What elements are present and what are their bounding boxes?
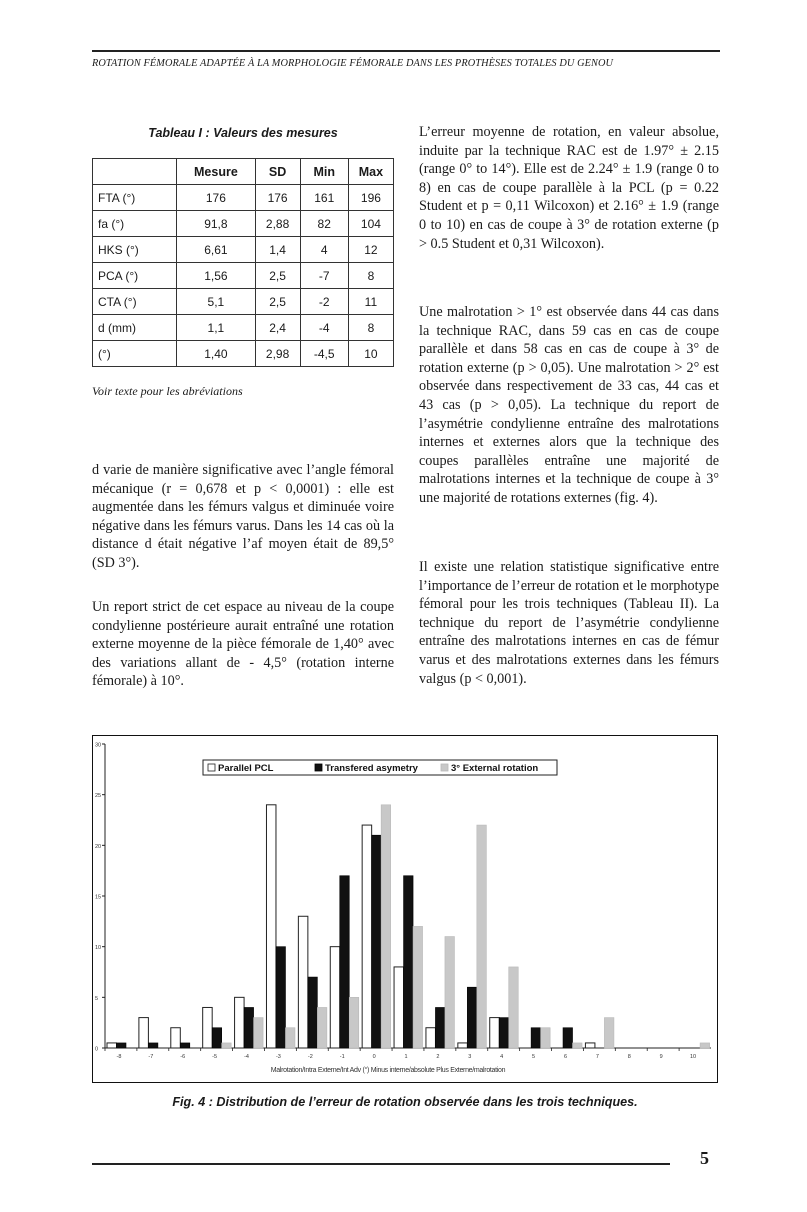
bar	[171, 1028, 181, 1048]
table-row	[93, 263, 394, 289]
bar	[413, 926, 423, 1048]
legend-label: 3° External rotation	[451, 763, 539, 774]
table-cell: 8	[348, 263, 393, 289]
bar	[212, 1028, 222, 1048]
table-header-cell	[93, 159, 177, 185]
table-cell: FTA (°)	[93, 185, 177, 211]
table-header-cell: Mesure	[177, 159, 255, 185]
x-tick-label: -1	[339, 1054, 345, 1060]
x-tick-label: 7	[595, 1054, 599, 1060]
table-cell: 11	[348, 289, 393, 315]
bar	[285, 1028, 295, 1048]
table-cell: 10	[348, 341, 393, 367]
body-paragraph: Une malrotation > 1° est observée dans 44 cas dans la technique RAC, dans 59 cas en cas de coupe parallèle et dans 58 cas en cas de coupe à 3° de rotation externe (p > 0,05). Une malrotation > 2° est observée dans respectivement de 33 cas, 44 cas et 43 cas (p > 0,05). La technique du report de l’asymétrie condylienne entraîne des malrotations internes et externes alors que la technique des coupes parallèles entraîne une majorité de malrotations internes et la technique de coupe à 3° une majorité de rotations externes (fig. 4).	[419, 304, 719, 506]
bar	[467, 987, 477, 1048]
bar	[490, 1018, 500, 1048]
bar	[222, 1043, 232, 1048]
x-tick-label: 5	[532, 1054, 536, 1060]
table-row	[93, 185, 394, 211]
bar	[107, 1043, 117, 1048]
body-paragraph: Il existe une relation statistique significative entre l’importance de l’erreur de rotation et le morphotype fémoral pour les trois techniques (Tableau II). La technique du report de l’asymétrie condylienne entraîne des malrotations internes en cas de fémur varus et des malrotations externes dans les fémurs valgus (p < 0,001).	[419, 559, 719, 687]
bar	[509, 967, 518, 1048]
y-tick-label: 15	[95, 894, 102, 901]
bar	[531, 1028, 541, 1048]
table-cell: 161	[300, 185, 348, 211]
bar	[445, 937, 455, 1048]
table-header-cell: Min	[300, 159, 348, 185]
table-row	[93, 237, 394, 263]
x-tick-label: -7	[148, 1054, 154, 1060]
bar	[298, 916, 308, 1048]
bar	[394, 967, 404, 1048]
table-cell: PCA (°)	[93, 263, 177, 289]
legend-label: Parallel PCL	[218, 763, 274, 774]
table-cell: -2	[300, 289, 348, 315]
x-tick-label: -8	[116, 1054, 122, 1060]
footer-rule	[92, 1163, 670, 1165]
bar	[244, 1007, 254, 1048]
table-cell: 91,8	[177, 211, 255, 237]
x-tick-label: 3	[468, 1054, 472, 1060]
table-note: Voir texte pour les abréviations	[92, 384, 243, 398]
table-cell: 5,1	[177, 289, 255, 315]
bar	[604, 1018, 614, 1048]
x-tick-label: -2	[307, 1054, 313, 1060]
table-cell: -4	[300, 315, 348, 341]
table-cell: 176	[177, 185, 255, 211]
table-cell: 196	[348, 185, 393, 211]
table-cell: 2,5	[255, 289, 300, 315]
bar	[381, 805, 391, 1048]
table-cell: 1,40	[177, 341, 255, 367]
table-cell: -7	[300, 263, 348, 289]
bar	[585, 1043, 595, 1048]
page-number: 5	[700, 1148, 709, 1168]
legend-swatch	[208, 764, 215, 771]
table-cell: 82	[300, 211, 348, 237]
header-rule	[92, 50, 720, 52]
table-row	[93, 341, 394, 367]
x-axis-label: Malrotation/Intra Externe/Int Adv (°) Minus interne/absolute Plus Externe/malrotation	[270, 1067, 506, 1074]
bar	[362, 825, 372, 1048]
bar	[349, 997, 359, 1048]
table-header-cell: SD	[255, 159, 300, 185]
table-cell: fa (°)	[93, 211, 177, 237]
bar	[700, 1043, 710, 1048]
measures-table	[92, 158, 394, 367]
x-tick-label: 1	[404, 1054, 408, 1060]
table-cell: 2,4	[255, 315, 300, 341]
x-tick-label: 2	[436, 1054, 440, 1060]
bar	[541, 1028, 551, 1048]
bar	[254, 1018, 264, 1048]
table-cell: 176	[255, 185, 300, 211]
table-row	[93, 315, 394, 341]
bar	[308, 977, 318, 1048]
table-cell: d (mm)	[93, 315, 177, 341]
table-cell: CTA (°)	[93, 289, 177, 315]
body-paragraph: d varie de manière significative avec l’angle fémoral mécanique (r = 0,678 et p < 0,0001) : elle est augmentée dans les fémurs valgus et diminuée voire négative dans les fémurs varus. Dans les 14 cas où la distance d était négative l’af moyen était de 89,5° (SD 3°).	[92, 462, 394, 571]
y-tick-label: 30	[95, 742, 102, 749]
table-title: Tableau I : Valeurs des mesures	[148, 126, 338, 140]
table-cell: 8	[348, 315, 393, 341]
x-tick-label: -5	[212, 1054, 218, 1060]
bar	[148, 1043, 158, 1048]
bar	[477, 825, 487, 1048]
bar	[330, 947, 340, 1048]
x-tick-label: 8	[627, 1054, 631, 1060]
bar	[139, 1018, 149, 1048]
x-tick-label: 10	[689, 1054, 697, 1060]
x-tick-label: -6	[180, 1054, 186, 1060]
table-cell: 1,4	[255, 237, 300, 263]
legend-label: Transfered asymetry	[325, 763, 418, 774]
table-cell: 12	[348, 237, 393, 263]
table-cell: -4,5	[300, 341, 348, 367]
table-row	[93, 211, 394, 237]
y-tick-label: 20	[95, 843, 102, 850]
bar	[340, 876, 350, 1048]
legend-swatch	[315, 764, 322, 771]
table-row	[93, 289, 394, 315]
table-cell: 4	[300, 237, 348, 263]
y-tick-label: 25	[95, 793, 102, 800]
bar	[276, 947, 286, 1048]
running-header: ROTATION FÉMORALE ADAPTÉE À LA MORPHOLOGIE FÉMORALE DANS LES PROTHÈSES TOTALES DU GENOU	[92, 58, 614, 69]
figure-caption: Fig. 4 : Distribution de l’erreur de rotation observée dans les trois techniques.	[172, 1095, 638, 1109]
bar	[563, 1028, 573, 1048]
table-cell: (°)	[93, 341, 177, 367]
bar	[426, 1028, 436, 1048]
x-tick-label: 9	[659, 1054, 663, 1060]
legend-swatch	[441, 764, 448, 771]
x-tick-label: 0	[372, 1054, 376, 1060]
bar	[458, 1043, 468, 1048]
table-cell: 2,5	[255, 263, 300, 289]
bar	[317, 1007, 327, 1048]
bar	[266, 805, 276, 1048]
table-cell: 2,98	[255, 341, 300, 367]
table-cell: 1,1	[177, 315, 255, 341]
table-cell: 6,61	[177, 237, 255, 263]
table-cell: 1,56	[177, 263, 255, 289]
x-tick-label: 4	[500, 1054, 504, 1060]
x-tick-label: -4	[244, 1054, 249, 1060]
table-cell: 104	[348, 211, 393, 237]
bar	[117, 1043, 127, 1048]
y-tick-label: 0	[95, 1046, 99, 1053]
y-tick-label: 10	[95, 945, 102, 952]
bar	[404, 876, 414, 1048]
bar	[573, 1043, 583, 1048]
figure-4	[92, 735, 718, 1083]
bar	[499, 1018, 509, 1048]
bar	[180, 1043, 190, 1048]
x-tick-label: 6	[563, 1054, 568, 1060]
table-cell: HKS (°)	[93, 237, 177, 263]
body-paragraph: Un report strict de cet espace au niveau de la coupe condylienne postérieure aurait entraîné une rotation externe moyenne de la pièce fémorale de 1,40° avec des variations allant de - 4,5° (rotation interne fémorale) à 10°.	[92, 599, 394, 690]
bar	[235, 997, 245, 1048]
bar	[372, 835, 382, 1048]
bar	[203, 1007, 213, 1048]
y-tick-label: 5	[95, 995, 99, 1002]
table-cell: 2,88	[255, 211, 300, 237]
rotation-error-chart	[93, 736, 716, 1081]
table-header-cell: Max	[348, 159, 393, 185]
table-header-row	[93, 159, 394, 185]
x-tick-label: -3	[275, 1054, 281, 1060]
body-paragraph: L’erreur moyenne de rotation, en valeur absolue, induite par la technique RAC est de 1.97° ± 2.15 (range 0° to 14°). Elle est de 2.24° ± 1.9 (range 0 to 8) en cas de coupe parallèle à la PCL (p = 0.22 Student et p = 0,11 Wilcoxon) et 2.16° ± 1.9 (range 0 to 10) en cas de coupe à 3° de rotation externe (p > 0.5 Student et 0,31 Wilcoxon).	[419, 124, 719, 252]
bar	[435, 1007, 445, 1048]
